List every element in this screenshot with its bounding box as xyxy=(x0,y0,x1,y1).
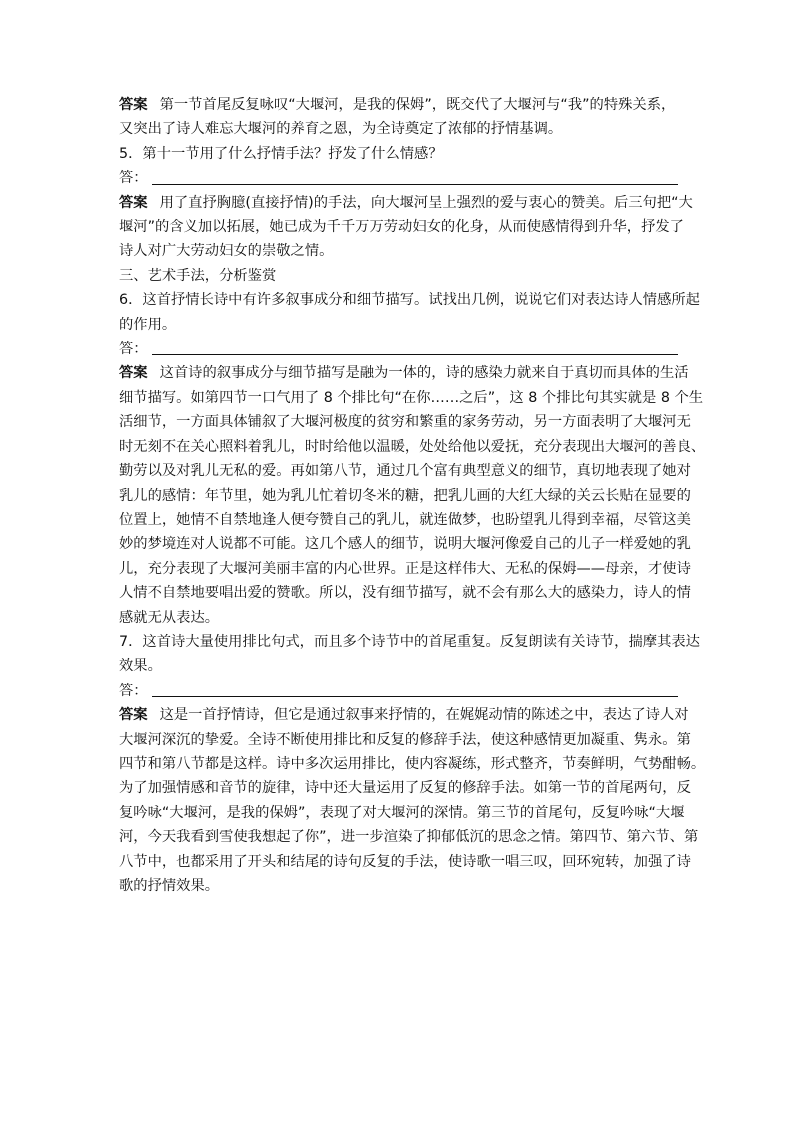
answer-label: 答案 xyxy=(119,365,148,382)
answer-text-line: 感就无从表达。 xyxy=(119,609,220,626)
answer-text-line: 细节描写。如第四节一口气用了 8 个排比句“在你……之后”，这 8 个排比句其实就是 8 个生 xyxy=(119,389,704,406)
answer-text-line: 这是一首抒情诗，但它是通过叙事来抒情的，在娓娓动情的陈述之中，表达了诗人对 xyxy=(159,707,689,724)
question-text-line: 6．这首抒情长诗中有许多叙事成分和细节描写。试找出几例，说说它们对表达诗人情感所起 xyxy=(119,292,700,309)
answer-text-line: 这首诗的叙事成分与细节描写是融为一体的，诗的感染力就来自于真切而具体的生活 xyxy=(159,365,689,382)
answer-text-line: 又突出了诗人难忘大堰河的养育之恩，为全诗奠定了浓郁的抒情基调。 xyxy=(119,121,563,138)
question-text-line: 的作用。 xyxy=(119,316,177,333)
answer-text-line: 勤劳以及对乳儿无私的爱。再如第八节，通过几个富有典型意义的细节，真切地表现了她对 xyxy=(119,463,691,480)
answer-text-line: 时无刻不在关心照料着乳儿，时时给他以温暖，处处给他以爱抚，充分表现出大堰河的善良、 xyxy=(119,438,706,455)
answer-blank-5 xyxy=(119,166,679,190)
question-text-line: 7．这首诗大量使用排比句式，而且多个诗节中的首尾重复。反复朗读有关诗节，揣摩其表达 xyxy=(119,633,700,650)
answer-blank-label: 答： xyxy=(119,170,148,187)
section-title: 三、艺术手法，分析鉴赏 xyxy=(119,267,277,284)
answer-blank-field[interactable] xyxy=(152,340,678,355)
answer-label: 答案 xyxy=(119,707,148,724)
answer-text-line: 第一节首尾反复咏叹“大堰河，是我的保姆”，既交代了大堰河与“我”的特殊关系， xyxy=(159,97,676,113)
question-text-line: 效果。 xyxy=(119,658,162,675)
answer-blank-7 xyxy=(119,679,679,703)
answer-text-line: 四节和第八节都是这样。诗中多次运用排比，使内容凝练，形式整齐，节奏鲜明，气势酣畅。 xyxy=(119,755,706,772)
answer-text-line: 人情不自禁地要唱出爱的赞歌。所以，没有细节描写，就不会有那么大的感染力，诗人的情 xyxy=(119,585,691,602)
answer-blank-field[interactable] xyxy=(152,170,678,185)
answer-text-line: 八节中，也都采用了开头和结尾的诗句反复的手法，使诗歌一唱三叹，回环宛转，加强了诗 xyxy=(119,853,691,870)
answer-blank-field[interactable] xyxy=(152,682,678,697)
answer-text-line: 复吟咏“大堰河，是我的保姆”，表现了对大堰河的深情。第三节的首尾句，反复吟咏“大堰 xyxy=(119,804,685,821)
document-page xyxy=(119,93,706,898)
answer-blank-label: 答： xyxy=(119,682,148,699)
question-7 xyxy=(119,630,700,679)
answer-text-line: 乳儿的感情：年节里，她为乳儿忙着切冬米的糖，把乳儿画的大红大绿的关云长贴在显要的 xyxy=(119,487,691,504)
answer-block-7 xyxy=(119,703,706,898)
answer-block-6 xyxy=(119,361,706,629)
answer-text-line: 为了加强情感和音节的旋律，诗中还大量运用了反复的修辞手法。如第一节的首尾两句，反 xyxy=(119,780,691,797)
answer-text-line: 河，今天我看到雪使我想起了你”，进一步渲染了抑郁低沉的思念之情。第四节、第六节、第 xyxy=(119,829,699,846)
answer-label: 答案 xyxy=(119,97,148,113)
answer-text-line: 位置上，她情不自禁地逢人便夸赞自己的乳儿，就连做梦，也盼望乳儿得到幸福，尽管这美 xyxy=(119,511,691,528)
answer-text-line: 歌的抒情效果。 xyxy=(119,878,220,894)
question-text-line: 5．第十一节用了什么抒情手法？抒发了什么情感？ xyxy=(119,145,443,162)
question-6 xyxy=(119,288,700,337)
question-5 xyxy=(119,142,679,166)
answer-block-1 xyxy=(119,93,679,142)
answer-block-5 xyxy=(119,191,693,264)
answer-label: 答案 xyxy=(119,194,148,211)
section-heading xyxy=(119,264,679,288)
answer-text-line: 大堰河深沉的挚爱。全诗不断使用排比和反复的修辞手法，使这种感情更加凝重、隽永。第 xyxy=(119,731,691,748)
answer-text-line: 活细节，一方面具体铺叙了大堰河极度的贫穷和繁重的家务劳动，另一方面表明了大堰河无 xyxy=(119,414,691,431)
answer-blank-label: 答： xyxy=(119,341,148,358)
answer-text-line: 用了直抒胸臆(直接抒情)的手法，向大堰河呈上强烈的爱与衷心的赞美。后三句把“大 xyxy=(159,194,693,211)
answer-blank-6 xyxy=(119,337,679,361)
answer-text-line: 儿，充分表现了大堰河美丽丰富的内心世界。正是这样伟大、无私的保姆——母亲，才使诗 xyxy=(119,560,691,577)
answer-text-line: 诗人对广大劳动妇女的崇敬之情。 xyxy=(119,243,334,260)
answer-text-line: 堰河”的含义加以拓展，她已成为千千万万劳动妇女的化身，从而使感情得到升华，抒发了 xyxy=(119,219,684,236)
answer-text-line: 妙的梦境连对人说都不可能。这几个感人的细节，说明大堰河像爱自己的儿子一样爱她的乳 xyxy=(119,536,691,553)
